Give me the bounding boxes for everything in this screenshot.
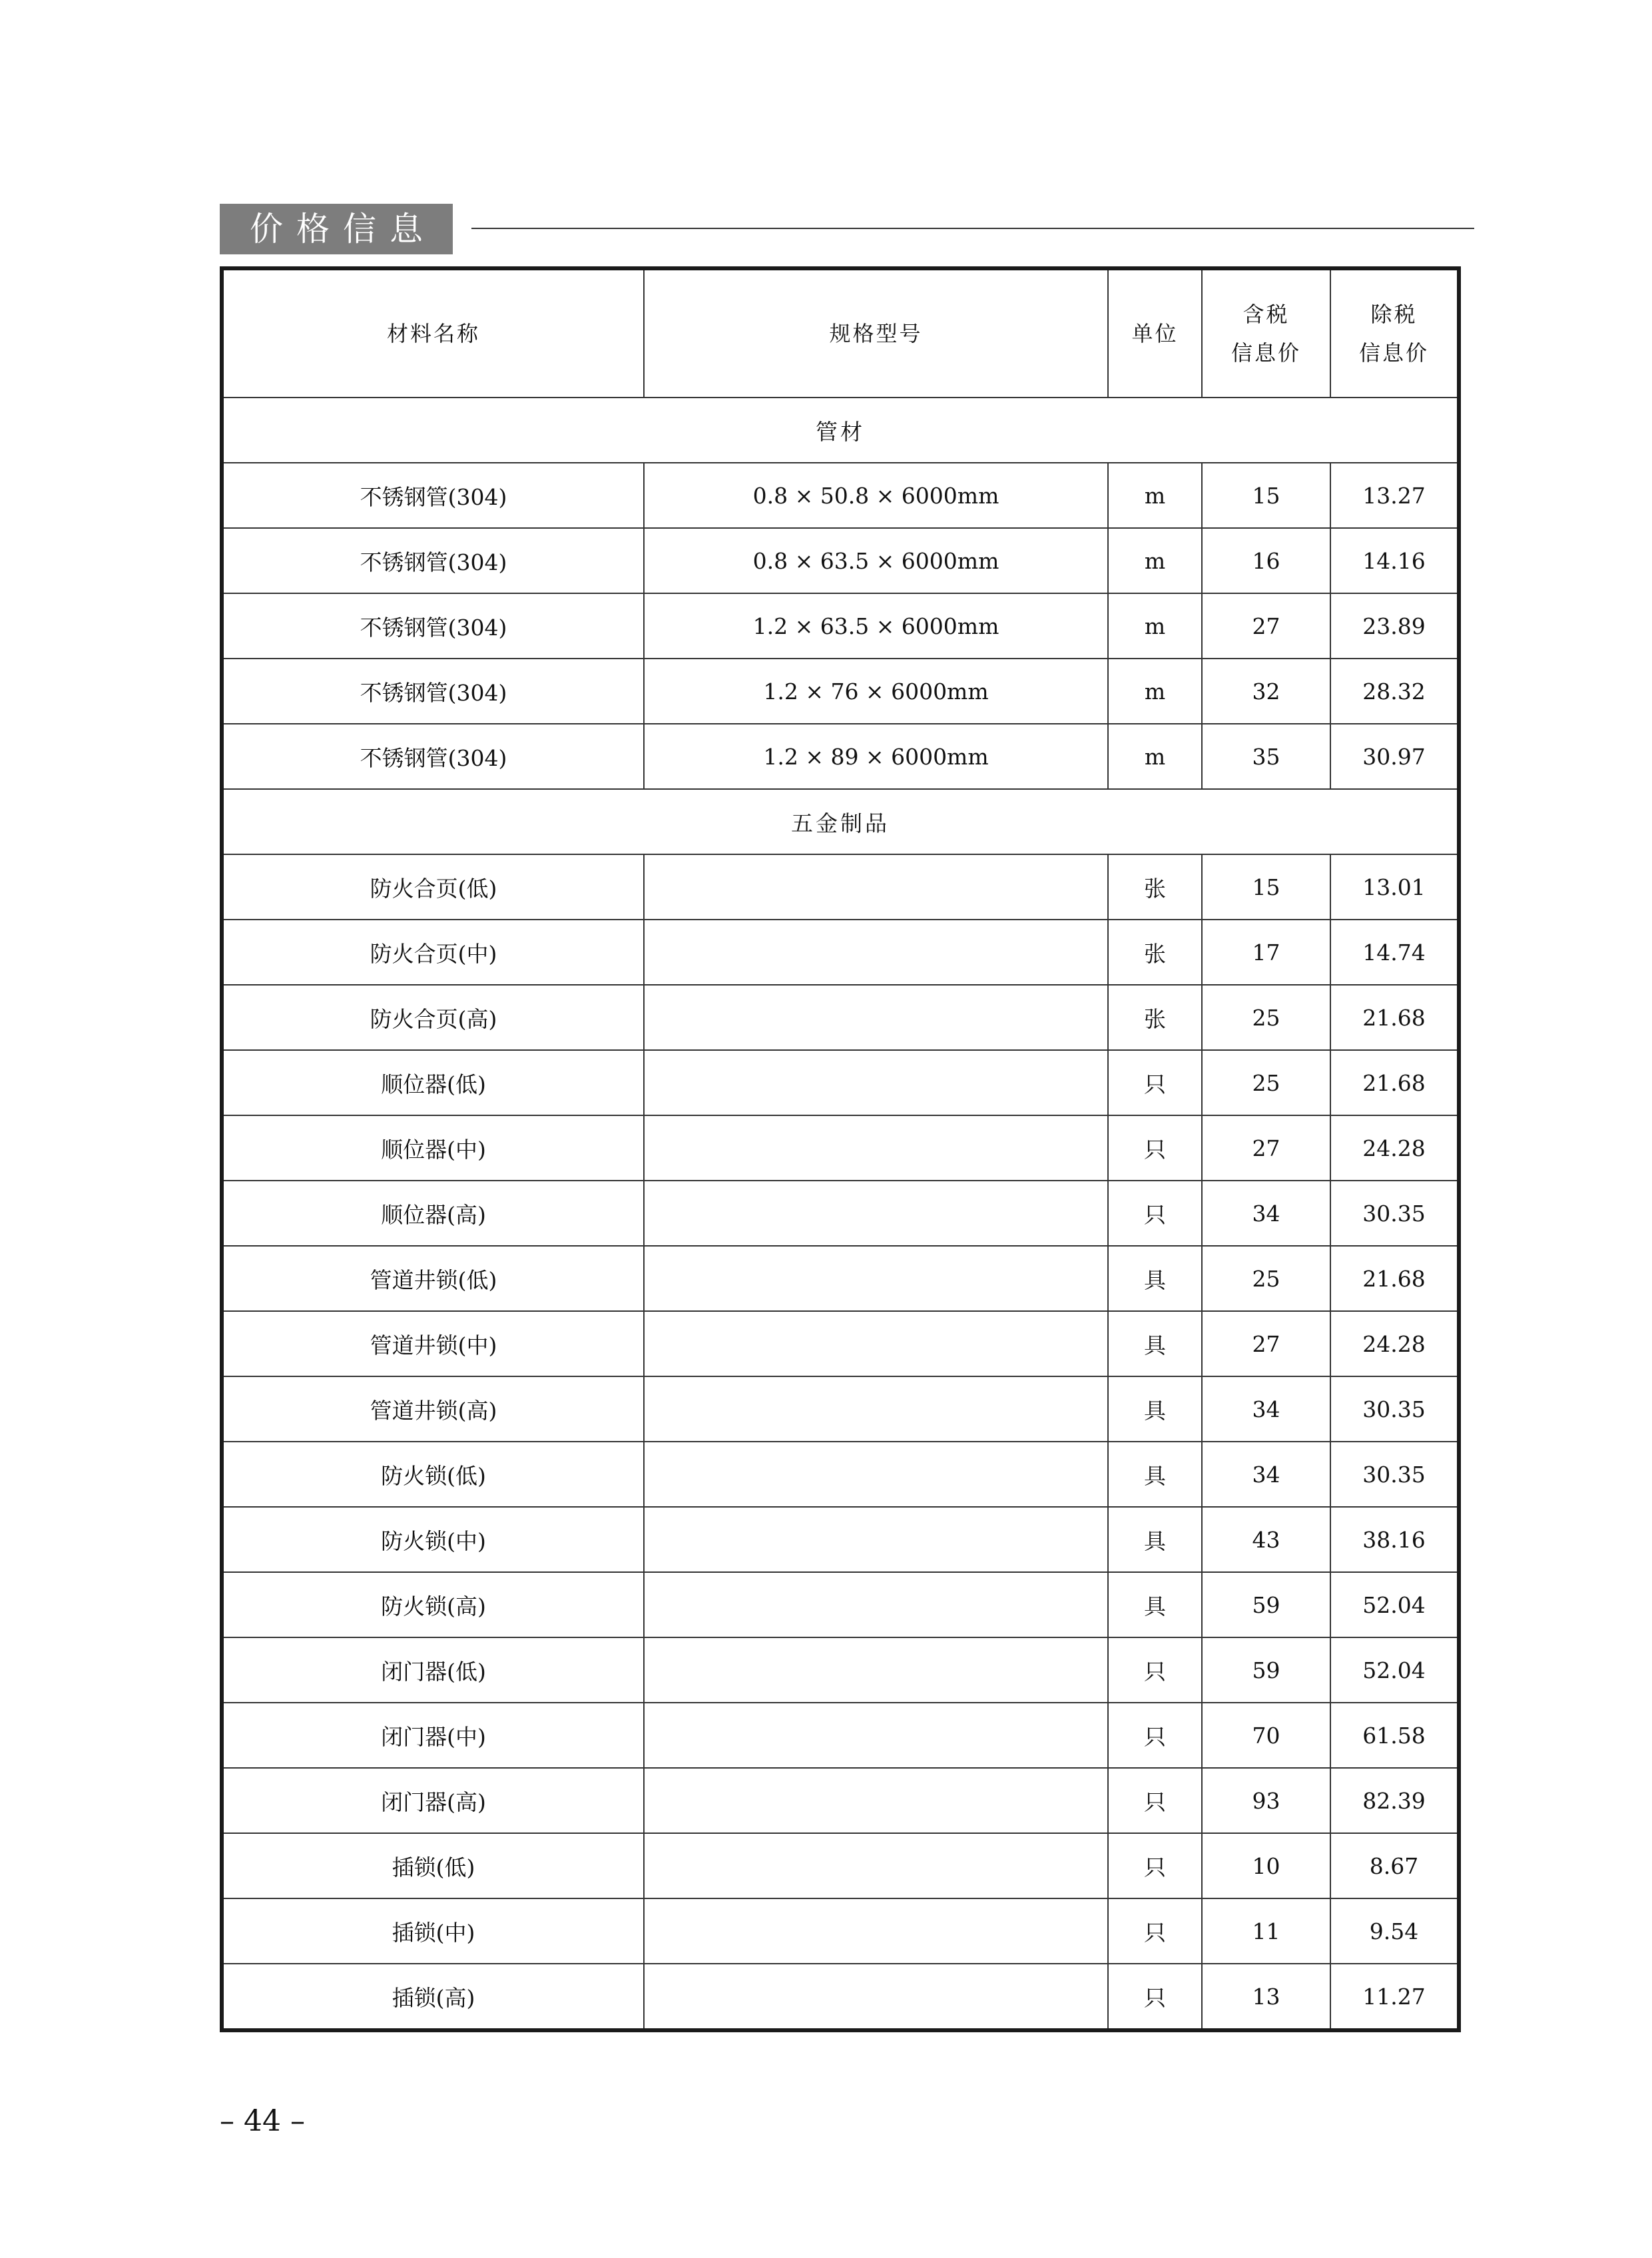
table-row (222, 1703, 1459, 1768)
cell-price-tax: 17 (1202, 920, 1330, 985)
cell-name: 顺位器(高) (222, 1181, 644, 1246)
table-row (222, 1181, 1459, 1246)
cell-price-tax: 13 (1202, 1964, 1330, 2030)
cell-spec (644, 920, 1108, 985)
cell-unit: m (1108, 528, 1202, 593)
section-title: 管材 (222, 398, 1459, 463)
cell-price-tax: 25 (1202, 985, 1330, 1050)
table-row (222, 1964, 1459, 2030)
cell-price-notax: 28.32 (1330, 659, 1459, 724)
cell-name: 管道井锁(低) (222, 1246, 644, 1311)
cell-spec: 1.2 × 89 × 6000mm (644, 724, 1108, 789)
cell-name: 插锁(高) (222, 1964, 644, 2030)
cell-spec (644, 1311, 1108, 1376)
table-row (222, 1246, 1459, 1311)
cell-spec (644, 1442, 1108, 1507)
cell-name: 防火锁(低) (222, 1442, 644, 1507)
cell-name: 防火锁(中) (222, 1507, 644, 1572)
cell-price-notax: 14.74 (1330, 920, 1459, 985)
cell-spec (644, 985, 1108, 1050)
cell-price-notax: 24.28 (1330, 1311, 1459, 1376)
cell-price-tax: 32 (1202, 659, 1330, 724)
cell-spec: 0.8 × 63.5 × 6000mm (644, 528, 1108, 593)
cell-name: 不锈钢管(304) (222, 528, 644, 593)
cell-price-notax: 24.28 (1330, 1115, 1459, 1181)
cell-price-tax: 34 (1202, 1376, 1330, 1442)
column-header-price-notax: 除税 信息价 (1330, 268, 1459, 398)
cell-unit: 具 (1108, 1507, 1202, 1572)
cell-unit: m (1108, 659, 1202, 724)
cell-price-notax: 21.68 (1330, 1246, 1459, 1311)
cell-spec (644, 854, 1108, 920)
cell-price-tax: 59 (1202, 1572, 1330, 1637)
cell-price-notax: 14.16 (1330, 528, 1459, 593)
cell-price-notax: 9.54 (1330, 1898, 1459, 1964)
cell-price-notax: 21.68 (1330, 1050, 1459, 1115)
cell-unit: m (1108, 724, 1202, 789)
table-row (222, 528, 1459, 593)
table-row (222, 1507, 1459, 1572)
cell-spec (644, 1898, 1108, 1964)
cell-price-notax: 38.16 (1330, 1507, 1459, 1572)
page-number: – 44 – (220, 2104, 305, 2138)
cell-unit: 具 (1108, 1572, 1202, 1637)
cell-price-tax: 27 (1202, 1115, 1330, 1181)
cell-price-tax: 43 (1202, 1507, 1330, 1572)
cell-price-tax: 15 (1202, 463, 1330, 528)
cell-unit: 只 (1108, 1181, 1202, 1246)
cell-price-tax: 25 (1202, 1050, 1330, 1115)
cell-unit: 具 (1108, 1376, 1202, 1442)
cell-spec (644, 1115, 1108, 1181)
cell-price-notax: 30.35 (1330, 1376, 1459, 1442)
cell-unit: 只 (1108, 1964, 1202, 2030)
cell-price-notax: 11.27 (1330, 1964, 1459, 2030)
cell-unit: 只 (1108, 1050, 1202, 1115)
cell-name: 顺位器(低) (222, 1050, 644, 1115)
cell-unit: 只 (1108, 1768, 1202, 1833)
cell-name: 防火合页(高) (222, 985, 644, 1050)
cell-spec (644, 1181, 1108, 1246)
section-row (222, 398, 1459, 463)
cell-name: 防火合页(中) (222, 920, 644, 985)
cell-unit: 具 (1108, 1246, 1202, 1311)
cell-price-notax: 8.67 (1330, 1833, 1459, 1898)
cell-unit: 张 (1108, 854, 1202, 920)
cell-spec (644, 1507, 1108, 1572)
cell-spec (644, 1572, 1108, 1637)
cell-unit: 具 (1108, 1311, 1202, 1376)
cell-price-notax: 13.27 (1330, 463, 1459, 528)
cell-unit: 只 (1108, 1703, 1202, 1768)
table-row (222, 920, 1459, 985)
cell-price-notax: 82.39 (1330, 1768, 1459, 1833)
cell-name: 顺位器(中) (222, 1115, 644, 1181)
column-header-spec: 规格型号 (644, 268, 1108, 398)
cell-spec: 0.8 × 50.8 × 6000mm (644, 463, 1108, 528)
cell-spec (644, 1768, 1108, 1833)
cell-unit: 只 (1108, 1898, 1202, 1964)
cell-price-tax: 35 (1202, 724, 1330, 789)
cell-name: 不锈钢管(304) (222, 463, 644, 528)
table-row (222, 1442, 1459, 1507)
cell-price-notax: 61.58 (1330, 1703, 1459, 1768)
cell-name: 管道井锁(中) (222, 1311, 644, 1376)
cell-name: 防火锁(高) (222, 1572, 644, 1637)
cell-price-tax: 34 (1202, 1181, 1330, 1246)
table-row (222, 1637, 1459, 1703)
table-row (222, 1833, 1459, 1898)
cell-price-tax: 59 (1202, 1637, 1330, 1703)
column-header-unit: 单位 (1108, 268, 1202, 398)
cell-price-notax: 30.35 (1330, 1181, 1459, 1246)
cell-unit: 张 (1108, 985, 1202, 1050)
cell-unit: 只 (1108, 1833, 1202, 1898)
section-row (222, 789, 1459, 854)
cell-price-tax: 25 (1202, 1246, 1330, 1311)
cell-spec (644, 1050, 1108, 1115)
cell-spec (644, 1833, 1108, 1898)
cell-name: 不锈钢管(304) (222, 659, 644, 724)
header-rule (471, 228, 1474, 229)
cell-spec (644, 1376, 1108, 1442)
cell-spec (644, 1637, 1108, 1703)
cell-price-notax: 13.01 (1330, 854, 1459, 920)
table-row (222, 1898, 1459, 1964)
section-header-title: 价格信息 (220, 204, 453, 254)
cell-name: 不锈钢管(304) (222, 724, 644, 789)
table-row (222, 1572, 1459, 1637)
cell-price-tax: 16 (1202, 528, 1330, 593)
cell-spec (644, 1964, 1108, 2030)
cell-name: 插锁(低) (222, 1833, 644, 1898)
cell-price-notax: 21.68 (1330, 985, 1459, 1050)
cell-price-tax: 11 (1202, 1898, 1330, 1964)
table-row (222, 1115, 1459, 1181)
cell-name: 管道井锁(高) (222, 1376, 644, 1442)
table-row (222, 985, 1459, 1050)
cell-price-tax: 93 (1202, 1768, 1330, 1833)
cell-name: 闭门器(低) (222, 1637, 644, 1703)
cell-spec: 1.2 × 63.5 × 6000mm (644, 593, 1108, 659)
cell-price-notax: 30.97 (1330, 724, 1459, 789)
cell-unit: 只 (1108, 1115, 1202, 1181)
column-header-price-tax: 含税 信息价 (1202, 268, 1330, 398)
cell-name: 插锁(中) (222, 1898, 644, 1964)
table-row (222, 463, 1459, 528)
cell-name: 不锈钢管(304) (222, 593, 644, 659)
cell-unit: m (1108, 593, 1202, 659)
table-row (222, 1376, 1459, 1442)
cell-unit: 只 (1108, 1637, 1202, 1703)
cell-spec (644, 1246, 1108, 1311)
column-header-name: 材料名称 (222, 268, 644, 398)
cell-price-notax: 52.04 (1330, 1637, 1459, 1703)
cell-spec: 1.2 × 76 × 6000mm (644, 659, 1108, 724)
cell-unit: 张 (1108, 920, 1202, 985)
cell-unit: 具 (1108, 1442, 1202, 1507)
cell-name: 防火合页(低) (222, 854, 644, 920)
table-row (222, 854, 1459, 920)
price-table (220, 266, 1461, 2032)
table-header-row (222, 268, 1459, 398)
table-row (222, 724, 1459, 789)
table-row (222, 1311, 1459, 1376)
cell-price-tax: 27 (1202, 1311, 1330, 1376)
table-row (222, 593, 1459, 659)
table-row (222, 1050, 1459, 1115)
cell-price-tax: 10 (1202, 1833, 1330, 1898)
cell-price-tax: 70 (1202, 1703, 1330, 1768)
cell-name: 闭门器(高) (222, 1768, 644, 1833)
cell-price-tax: 27 (1202, 593, 1330, 659)
cell-price-notax: 23.89 (1330, 593, 1459, 659)
cell-price-notax: 30.35 (1330, 1442, 1459, 1507)
cell-price-notax: 52.04 (1330, 1572, 1459, 1637)
table-row (222, 659, 1459, 724)
table-body (222, 398, 1459, 2030)
cell-price-tax: 34 (1202, 1442, 1330, 1507)
cell-spec (644, 1703, 1108, 1768)
cell-unit: m (1108, 463, 1202, 528)
cell-price-tax: 15 (1202, 854, 1330, 920)
table-row (222, 1768, 1459, 1833)
cell-name: 闭门器(中) (222, 1703, 644, 1768)
section-title: 五金制品 (222, 789, 1459, 854)
